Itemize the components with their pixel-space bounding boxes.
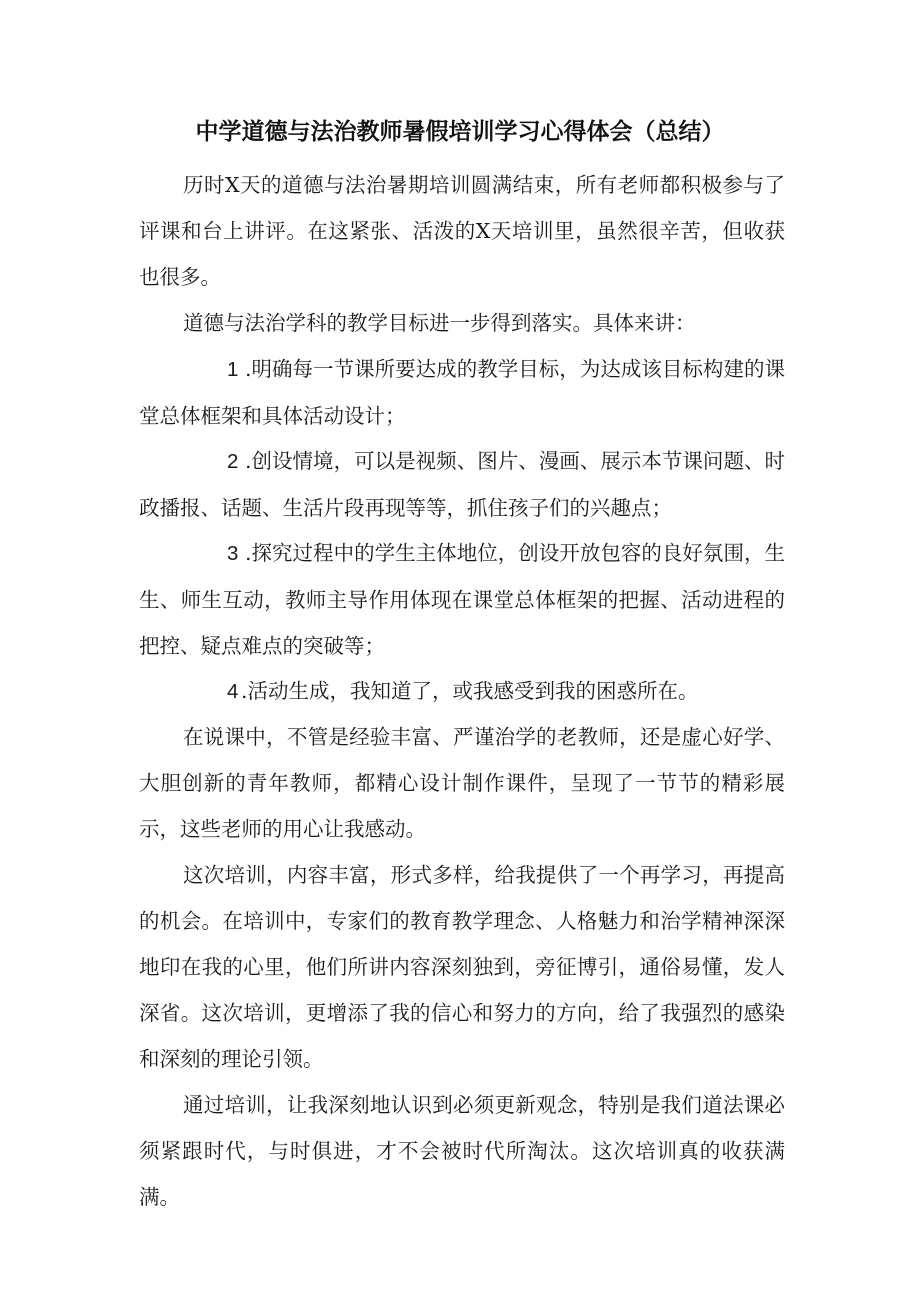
paragraph-objectives: 道德与法治学科的教学目标进一步得到落实。具体来讲： xyxy=(183,311,696,335)
list-number: 3 xyxy=(227,542,239,565)
list-text: .活动生成，我知道了，或我感受到我的困惑所在。 xyxy=(241,679,699,703)
paragraph-training-content: 这次培训，内容丰富，形式多样，给我提供了一个再学习，再提高的机会。在培训中，专家们的教育教学理念、人格魅力和治学精神深深地印在我的心里，他们所讲内容深刻独到，旁征博引，通俗易懂，发人深省。这次培训，更增添了我的信心和努力的方向，给了我强烈的感染和深刻的理论引领。 xyxy=(139,863,785,1071)
list-text: .创设情境，可以是视频、图片、漫画、展示本节课问题、时政播报、话题、生活片段再现等等，抓住孩子们的兴趣点； xyxy=(139,449,785,520)
list-item-4 xyxy=(139,668,785,715)
document-title: 中学道德与法治教师暑假培训学习心得体会（总结） xyxy=(195,119,725,145)
list-item-1 xyxy=(139,346,785,439)
paragraph-lesson-presentation: 在说课中，不管是经验丰富、严谨治学的老教师，还是虚心好学、大胆创新的青年教师，都精心设计制作课件，呈现了一节节的精彩展示，这些老师的用心让我感动。 xyxy=(139,725,785,841)
list-text: .探究过程中的学生主体地位，创设开放包容的良好氛围，生生、师生互动，教师主导作用体现在课堂总体框架的把握、活动进程的把控、疑点难点的突破等； xyxy=(139,541,785,658)
list-number: 4 xyxy=(227,680,239,703)
list-text: .明确每一节课所要达成的教学目标，为达成该目标构建的课堂总体框架和具体活动设计； xyxy=(139,357,785,428)
paragraph-intro: 历时X天的道德与法治暑期培训圆满结束，所有老师都积极参与了评课和台上讲评。在这紧张、活泼的X天培训里，虽然很辛苦，但收获也很多。 xyxy=(139,173,785,289)
list-number: 1 xyxy=(227,358,239,381)
paragraph-conclusion: 通过培训，让我深刻地认识到必须更新观念，特别是我们道法课必须紧跟时代，与时俱进，才不会被时代所淘汰。这次培训真的收获满满。 xyxy=(139,1093,785,1209)
list-number: 2 xyxy=(227,450,239,473)
list-item-3 xyxy=(139,530,785,669)
list-item-2 xyxy=(139,438,785,531)
